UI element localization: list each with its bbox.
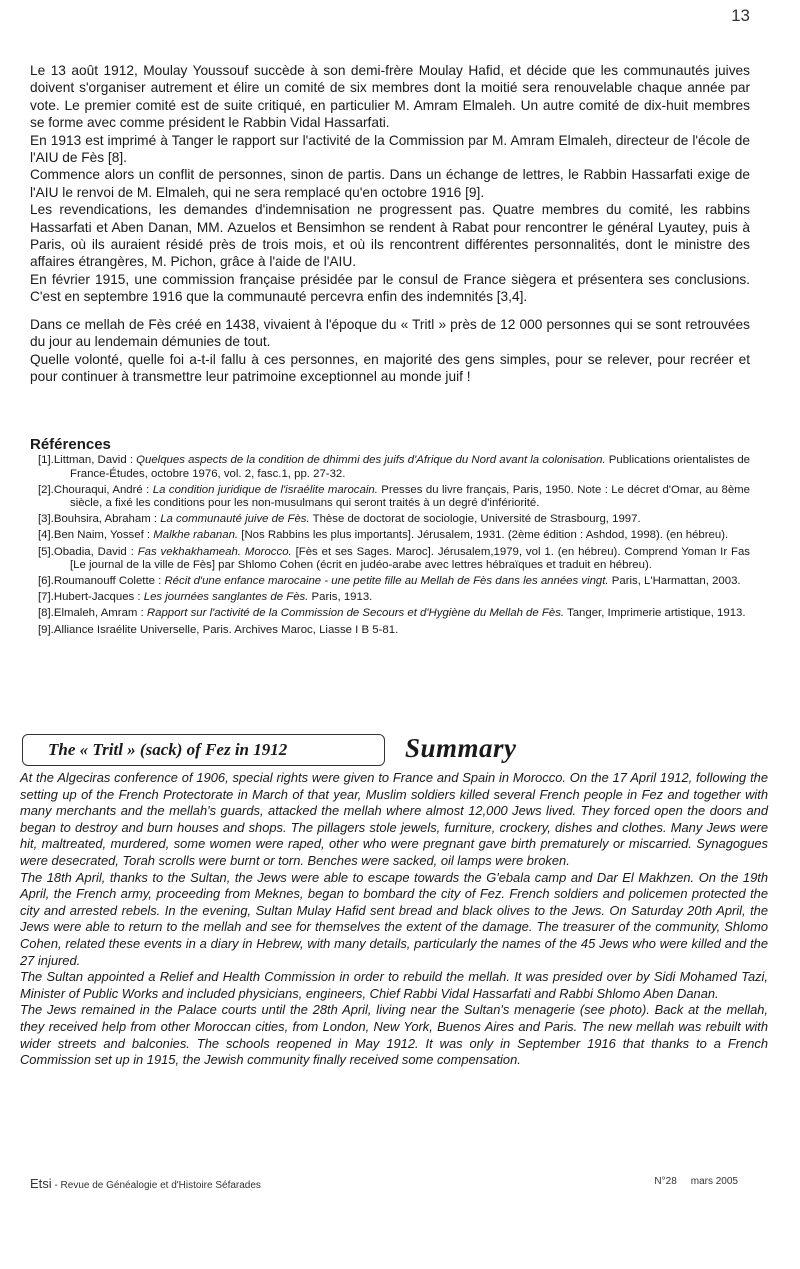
reference-item: [3].Bouhsira, Abraham : La communauté juive de Fès. Thèse de doctorat de sociologie, Université de Strasbourg, 1997. bbox=[38, 513, 641, 526]
reference-item: [6].Roumanouff Colette : Récit d'une enfance marocaine - une petite fille au Mellah de Fès dans les années vingt. Paris, L'Harmattan, 2003. bbox=[38, 575, 741, 588]
reference-item: [2].Chouraqui, André : La condition juridique de l'israélite marocain. Presses du livre français, Paris, 1950. Note : Le décret d'Omar, au 8ème siècle, a fixé les conditions pour les non-musulmans qui seront traités à un degré d'infériorité. bbox=[38, 483, 750, 510]
paragraph: En 1913 est imprimé à Tanger le rapport sur l'activité de la Commission par M. Amram Elmaleh, directeur de l'école de l'AIU de Fès [8]. bbox=[30, 132, 750, 166]
summary-title-box: The « Tritl » (sack) of Fez in 1912 bbox=[22, 734, 385, 766]
paragraph: Le 13 août 1912, Moulay Youssouf succède à son demi-frère Moulay Hafid, et décide que les communautés juives doivent s'organiser autrement et élire un comité de six membres dont la moitié sera renouvelable chaque année par vote. Le premier comité est de suite critiqué, en particulier M. Amram Elmaleh. Un autre comité de dix-huit membres se forme avec comme président le Rabbin Vidal Hassarfati. bbox=[30, 63, 750, 131]
paragraph: Les revendications, les demandes d'indemnisation ne progressent pas. Quatre membres du comité, les rabbins Hassarfati et Aben Danan, MM. Azuelos et Bensimhon se rendent à Rabat pour rencontrer le général Lyautey, puis à Paris, où ils auraient résidé près de trois mois, et où ils rencontrent différentes personnalités, dont le ministre des affaires étrangères, M. Pichon, grâce à l'aide de l'AIU. bbox=[30, 202, 750, 270]
reference-item: [4].Ben Naim, Yossef : Malkhe rabanan. [Nos Rabbins les plus importants]. Jérusalem, 1931. (2ème édition : Ashdod, 1998). (en hébreu). bbox=[38, 529, 729, 542]
reference-item: [8].Elmaleh, Amram : Rapport sur l'activité de la Commission de Secours et d'Hygiène du Mellah de Fès. Tanger, Imprimerie artistique, 1913. bbox=[38, 607, 746, 620]
reference-item: [9].Alliance Israélite Universelle, Paris. Archives Maroc, Liasse I B 5-81. bbox=[38, 623, 399, 636]
summary-label: Summary bbox=[405, 733, 517, 763]
summary-paragraph: The Sultan appointed a Relief and Health Commission in order to rebuild the mellah. It was presided over by Sidi Mohamed Tazi, Minister of Public Works and included physicians, engineers, Chief Rabbi Vidal Hassarfati and Rabbi Shlomo Aben Danan. bbox=[20, 969, 768, 1001]
main-text bbox=[30, 62, 750, 385]
summary-header bbox=[22, 734, 762, 774]
references-list bbox=[30, 454, 750, 637]
footer-date: mars 2005 bbox=[690, 1176, 738, 1187]
summary-paragraph: The Jews remained in the Palace courts until the 28th April, living near the Sultan's menagerie (see photo). Back at the mellah, they received help from other Moroccan cities, from London, New York, Buenos Aires and Paris. The new mellah was rebuilt with wider streets and balconies. The schools reopened in May 1912. It was only in September 1916 that thanks to a French Commission set up in 1915, the Jewish community finally received some compensation. bbox=[20, 1002, 768, 1068]
reference-item: [1].Littman, David : Quelques aspects de la condition de dhimmi des juifs d'Afrique du Nord avant la colonisation. Publications orientalistes de France-Études, octobre 1976, vol. 2, fasc.1, pp. 27-32. bbox=[38, 454, 750, 480]
paragraph: Dans ce mellah de Fès créé en 1438, vivaient à l'époque du « Tritl » près de 12 000 personnes qui se sont retrouvées du jour au lendemain démunies de tout. bbox=[30, 316, 750, 350]
footer-journal-name: - Revue de Généalogie et d'Histoire Séfarades bbox=[51, 1180, 261, 1191]
summary-paragraph: At the Algeciras conference of 1906, special rights were given to France and Spain in Morocco. On the 17 April 1912, following the setting up of the French Protectorate in March of that year, Muslim soldiers killed several French people in Fez and together with many merchants and the mellah's guards, attacked the mellah where almost 12,000 Jews lived. They forced open the doors and began to destroy and burn houses and shops. The pillagers stole jewels, furniture, crockery, dishes and clothes. Many Jews were hit, maltreated, murdered, some women were raped, other who were pregnant gave birth prematurely or miscarried. Synagogues were desecrated, Torah scrolls were burnt or torn. Benches were sacked, oil lamps were broken. bbox=[20, 770, 768, 868]
footer-brand: Etsi bbox=[30, 1176, 52, 1191]
reference-item: [5].Obadia, David : Fas vekhakhameah. Morocco. [Fès et ses Sages. Maroc]. Jérusalem,1979, vol 1. (en hébreu). Comprend Yoman Ir Fas [Le journal de la ville de Fès] par Shlomo Cohen (écrit en judéo-arabe avec lettres hébraïques et traduit en hébreu). bbox=[38, 545, 751, 572]
summary-text bbox=[20, 770, 768, 1069]
paragraph: Quelle volonté, quelle foi a-t-il fallu à ces personnes, en majorité des gens simples, pour se relever, pour recréer et pour continuer à transmettre leur patrimoine exceptionnel au monde juif ! bbox=[30, 351, 750, 384]
page-number: 13 bbox=[731, 6, 750, 25]
references-section bbox=[30, 436, 750, 640]
footer-journal bbox=[30, 1176, 261, 1191]
summary-paragraph: The 18th April, thanks to the Sultan, the Jews were able to escape towards the G'ebala camp and Dar El Makhzen. On the 19th April, the French army, proceeding from Meknes, began to bombard the city of Fez. French soldiers and policemen protected the city and arrested rebels. In the evening, Sultan Mulay Hafid sent bread and black olives to the Jews. On Saturday 20th April, the Jews were able to return to the mellah and see for themselves the extent of the damage. The treasurer of the community, Shlomo Cohen, related these events in a diary in Hebrew, with many details, particularly the names of the 45 Jews who were killed and the 27 injured. bbox=[20, 869, 768, 968]
footer-issue bbox=[654, 1176, 738, 1187]
references-title: Références bbox=[30, 436, 111, 453]
paragraph: Commence alors un conflit de personnes, sinon de partis. Dans un échange de lettres, le Rabbin Hassarfati exige de l'AIU le renvoi de M. Elmaleh, qui ne sera remplacé qu'en octobre 1916 [9]. bbox=[30, 167, 750, 200]
paragraph: En février 1915, une commission française présidée par le consul de France siègera et présentera ses conclusions. C'est en septembre 1916 que la communauté percevra enfin des indemnités [3,4]. bbox=[30, 271, 750, 305]
footer-issue-number: N°28 bbox=[654, 1176, 677, 1187]
reference-item: [7].Hubert-Jacques : Les journées sanglantes de Fès. Paris, 1913. bbox=[38, 591, 373, 604]
